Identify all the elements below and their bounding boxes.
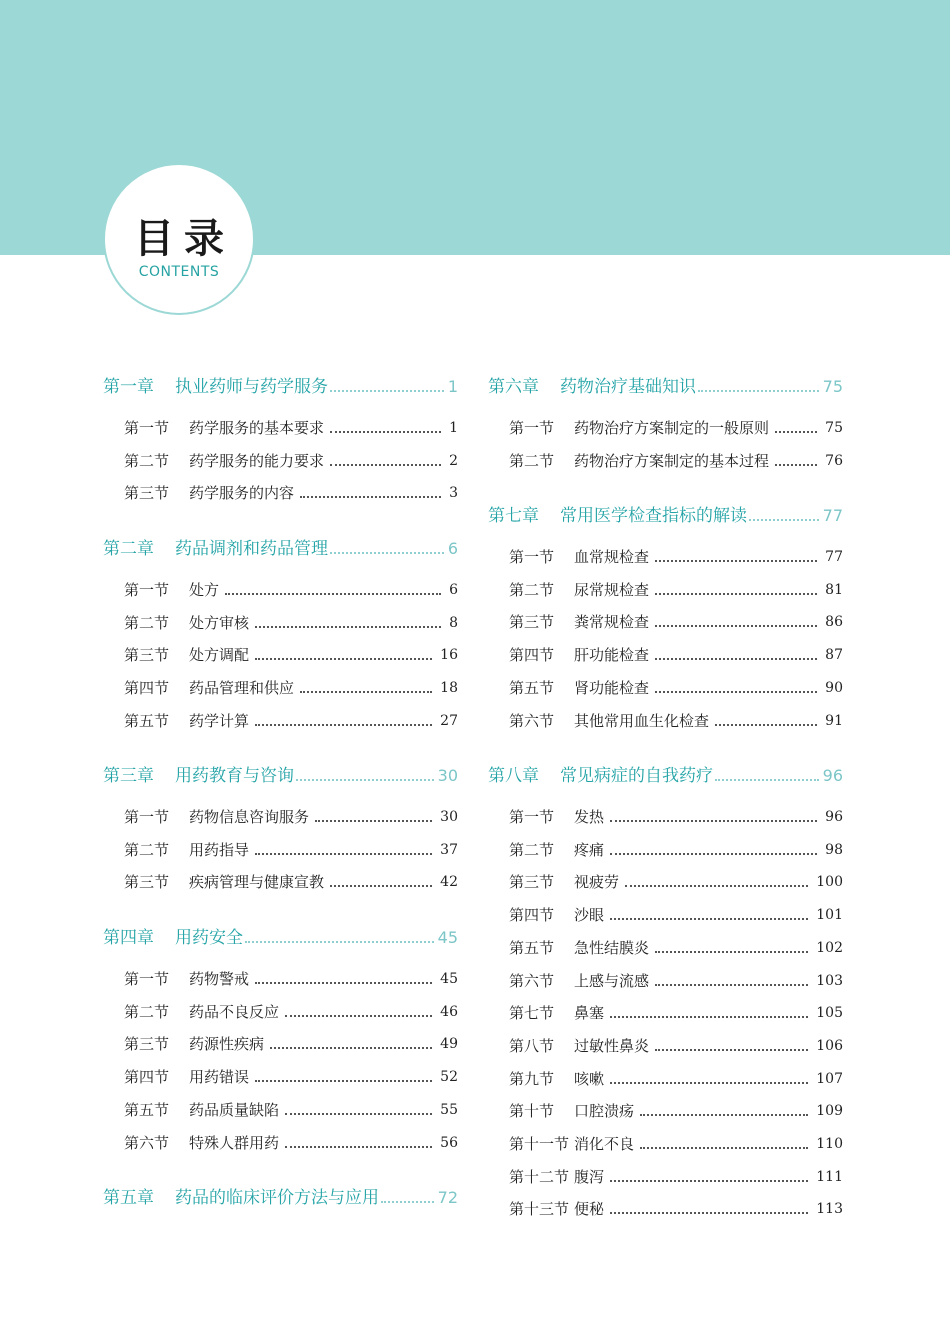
section-number: 第六节 [124,1133,170,1152]
section-entry[interactable] [509,675,843,699]
chapter-title: 药物治疗基础知识 [560,377,696,397]
chapter-number: 第二章 [103,539,154,559]
section-title: 用药指导 [189,840,250,859]
dot-leader [775,431,817,433]
section-title: 血常规检查 [574,548,650,566]
section-page-number: 6 [449,582,458,598]
section-page-number: 75 [825,420,843,436]
section-number: 第三节 [509,873,555,892]
section-number: 第一节 [124,808,170,826]
chapter-page-number: 96 [822,766,843,785]
section-title: 药物警戒 [189,970,250,988]
section-page-number: 90 [825,679,843,696]
section-page-number: 45 [440,971,458,987]
section-title: 用药错误 [189,1068,250,1087]
chapter-page-number: 30 [437,766,458,785]
dot-leader [285,1113,432,1115]
dot-leader [255,1080,432,1082]
section-entry[interactable] [509,1164,843,1188]
section-number: 第十节 [509,1102,555,1121]
chapter-number: 第四章 [103,928,154,948]
section-entry[interactable] [124,1031,458,1055]
dot-leader [225,593,441,595]
chapter-number: 第六章 [488,377,539,397]
dot-leader [285,1146,432,1148]
dot-leader [655,1049,808,1051]
section-page-number: 49 [440,1036,458,1053]
section-entry[interactable] [124,480,458,504]
section-number: 第七节 [509,1004,555,1023]
dot-leader [330,464,441,466]
section-entry[interactable] [124,804,458,828]
section-entry[interactable] [124,1064,458,1088]
dot-leader [255,658,432,660]
dot-leader [610,918,808,920]
section-entry[interactable] [124,415,458,439]
section-number: 第一节 [124,970,170,988]
section-number: 第二节 [509,580,555,599]
section-title: 肝功能检查 [574,646,650,665]
section-page-number: 37 [440,841,458,858]
section-page-number: 91 [825,712,843,729]
section-number: 第二节 [509,840,555,859]
section-title: 尿常规检查 [574,580,650,599]
section-entry[interactable] [124,675,458,699]
section-title: 药品管理和供应 [189,679,295,698]
chapter-page-number: 77 [822,506,843,525]
section-title: 发热 [574,808,605,826]
chapter-page-number: 75 [822,377,843,396]
section-number: 第一节 [509,808,555,826]
section-title: 药物信息咨询服务 [189,808,310,826]
section-title: 沙眼 [574,906,605,925]
section-title: 急性结膜炎 [574,938,650,957]
chapter-title: 用药教育与咨询 [175,766,294,786]
section-title: 药品质量缺陷 [189,1100,280,1119]
dot-leader [610,1082,808,1084]
chapter-entry[interactable] [488,371,843,399]
section-entry[interactable] [124,642,458,666]
dot-leader [625,885,808,887]
dot-leader [315,820,432,822]
section-entry[interactable] [124,999,458,1023]
dot-leader [300,496,441,498]
section-entry[interactable] [124,837,458,861]
dot-leader [255,626,441,628]
section-number: 第一节 [509,548,555,566]
chapter-entry[interactable] [103,922,458,950]
section-number: 第五节 [124,711,170,730]
section-number: 第五节 [509,678,555,697]
section-number: 第一节 [124,419,170,437]
chapter-title: 常用医学检查指标的解读 [560,506,747,526]
chapter-title: 常见病症的自我药疗 [560,766,713,786]
chapter-page-number: 72 [437,1188,458,1207]
section-title: 腹泻 [574,1167,605,1186]
dot-leader [640,1114,808,1116]
section-number: 第四节 [509,646,555,665]
section-title: 疼痛 [574,840,605,859]
chapter-entry[interactable] [488,500,843,528]
chapter-number: 第八章 [488,766,539,786]
section-title: 消化不良 [574,1135,635,1153]
section-page-number: 56 [440,1134,458,1151]
section-entry[interactable] [509,1131,843,1155]
dot-leader [245,941,434,943]
chapter-title: 药品的临床评价方法与应用 [175,1188,379,1208]
section-page-number: 87 [825,647,843,664]
section-entry[interactable] [509,448,843,472]
section-number: 第八节 [509,1036,555,1055]
chapter-entry[interactable] [103,371,458,399]
section-number: 第十一节 [509,1135,570,1153]
section-number: 第四节 [124,679,170,698]
section-page-number: 106 [816,1037,843,1054]
section-number: 第二节 [124,613,170,632]
dot-leader [655,984,808,986]
section-page-number: 102 [816,939,843,956]
chapter-page-number: 1 [447,377,458,396]
section-title: 药学服务的能力要求 [189,451,325,470]
section-entry[interactable] [124,966,458,990]
section-page-number: 30 [440,809,458,825]
dot-leader [610,820,817,822]
section-title: 视疲劳 [574,873,620,892]
section-title: 上感与流感 [574,971,650,990]
dot-leader [698,390,819,392]
dot-leader [296,779,434,781]
section-page-number: 103 [816,972,843,989]
section-page-number: 113 [816,1201,843,1218]
section-page-number: 42 [440,874,458,891]
section-title: 药学服务的基本要求 [189,419,325,437]
section-page-number: 77 [825,549,843,565]
section-title: 过敏性鼻炎 [574,1036,650,1055]
section-page-number: 16 [440,647,458,664]
section-number: 第一节 [509,419,555,437]
section-page-number: 98 [825,841,843,858]
section-title: 咳嗽 [574,1069,605,1088]
dot-leader [640,1147,808,1149]
section-page-number: 18 [440,680,458,697]
chapter-entry[interactable] [103,760,458,788]
section-entry[interactable] [509,1000,843,1024]
section-number: 第三节 [124,1035,170,1054]
dot-leader [655,593,817,595]
section-number: 第二节 [509,451,555,470]
section-entry[interactable] [509,609,843,633]
section-page-number: 111 [816,1168,843,1185]
section-title: 处方审核 [189,613,250,632]
dot-leader [655,691,817,693]
section-page-number: 81 [825,581,843,598]
section-page-number: 110 [816,1136,843,1152]
dot-leader [330,431,441,433]
section-entry[interactable] [509,968,843,992]
section-title: 疾病管理与健康宣教 [189,873,325,892]
dot-leader [255,724,432,726]
section-title: 口腔溃疡 [574,1102,635,1121]
dot-leader [655,951,808,953]
chapter-number: 第五章 [103,1188,154,1208]
section-title: 处方 [189,581,220,599]
section-number: 第三节 [124,484,170,503]
dot-leader [749,519,819,521]
section-entry[interactable] [509,1066,843,1090]
dot-leader [285,1015,432,1017]
section-entry[interactable] [509,837,843,861]
section-number: 第三节 [509,613,555,632]
section-number: 第四节 [124,1068,170,1087]
chapter-entry[interactable] [103,533,458,561]
chapter-number: 第一章 [103,377,154,397]
dot-leader [610,1016,808,1018]
dot-leader [655,625,817,627]
section-title: 特殊人群用药 [189,1133,280,1152]
section-number: 第二节 [124,840,170,859]
dot-leader [255,982,432,984]
section-title: 粪常规检查 [574,613,650,632]
section-page-number: 2 [449,452,458,469]
chapter-page-number: 6 [447,539,458,558]
section-title: 药物治疗方案制定的基本过程 [574,451,770,470]
section-number: 第十三节 [509,1200,570,1219]
section-number: 第三节 [124,646,170,665]
section-title: 药学计算 [189,711,250,730]
dot-leader [715,779,819,781]
section-entry[interactable] [124,448,458,472]
section-entry[interactable] [509,577,843,601]
contents-badge [103,163,255,315]
chapter-number: 第三章 [103,766,154,786]
section-title: 药学服务的内容 [189,484,295,503]
chapter-entry[interactable] [488,760,843,788]
section-number: 第九节 [509,1069,555,1088]
section-entry[interactable] [124,1130,458,1154]
dot-leader [330,552,444,554]
chapter-entry[interactable] [103,1182,458,1210]
section-title: 肾功能检查 [574,678,650,697]
section-page-number: 46 [440,1003,458,1020]
section-entry[interactable] [509,902,843,926]
section-page-number: 8 [449,614,458,631]
section-number: 第六节 [509,971,555,990]
section-entry[interactable] [124,577,458,601]
chapter-title: 用药安全 [175,928,243,948]
section-entry[interactable] [124,1097,458,1121]
section-entry[interactable] [509,1033,843,1057]
section-title: 药物治疗方案制定的一般原则 [574,419,770,437]
section-number: 第五节 [509,938,555,957]
section-page-number: 1 [449,420,458,436]
dot-leader [330,885,432,887]
section-page-number: 107 [816,1070,843,1087]
section-entry[interactable] [509,642,843,666]
section-number: 第四节 [509,906,555,925]
chapter-title: 执业药师与药学服务 [175,377,328,397]
section-entry[interactable] [509,1196,843,1220]
chapter-page-number: 45 [437,928,458,947]
section-number: 第六节 [509,711,555,730]
dot-leader [270,1047,432,1049]
section-title: 鼻塞 [574,1004,605,1023]
section-page-number: 52 [440,1069,458,1086]
section-page-number: 101 [816,907,843,924]
section-page-number: 100 [816,874,843,891]
chapter-number: 第七章 [488,506,539,526]
section-number: 第二节 [124,451,170,470]
section-number: 第一节 [124,581,170,599]
section-page-number: 86 [825,614,843,631]
section-page-number: 27 [440,712,458,729]
section-page-number: 76 [825,452,843,469]
section-page-number: 105 [816,1005,843,1022]
section-entry[interactable] [509,1098,843,1122]
dot-leader [300,691,432,693]
section-number: 第三节 [124,873,170,892]
section-number: 第五节 [124,1100,170,1119]
section-entry[interactable] [509,804,843,828]
dot-leader [775,464,817,466]
dot-leader [610,1180,808,1182]
dot-leader [610,1212,808,1214]
section-title: 处方调配 [189,646,250,665]
section-page-number: 109 [816,1103,843,1120]
dot-leader [715,724,817,726]
page-title: 目录 [134,215,234,262]
section-entry[interactable] [509,544,843,568]
dot-leader [255,853,432,855]
section-number: 第二节 [124,1002,170,1021]
chapter-title: 药品调剂和药品管理 [175,539,328,559]
dot-leader [610,853,817,855]
section-number: 第十二节 [509,1167,570,1186]
page-subtitle: CONTENTS [138,264,220,280]
section-title: 药源性疾病 [189,1035,265,1054]
section-page-number: 96 [825,809,843,825]
section-page-number: 55 [440,1101,458,1118]
section-title: 药品不良反应 [189,1002,280,1021]
dot-leader [655,658,817,660]
dot-leader [381,1201,434,1203]
dot-leader [330,390,444,392]
section-entry[interactable] [509,935,843,959]
section-entry[interactable] [124,610,458,634]
section-title: 其他常用血生化检查 [574,711,710,730]
section-title: 便秘 [574,1200,605,1219]
section-entry[interactable] [509,869,843,893]
section-entry[interactable] [124,708,458,732]
dot-leader [655,560,817,562]
section-page-number: 3 [449,485,458,502]
section-entry[interactable] [509,708,843,732]
section-entry[interactable] [509,415,843,439]
section-entry[interactable] [124,869,458,893]
